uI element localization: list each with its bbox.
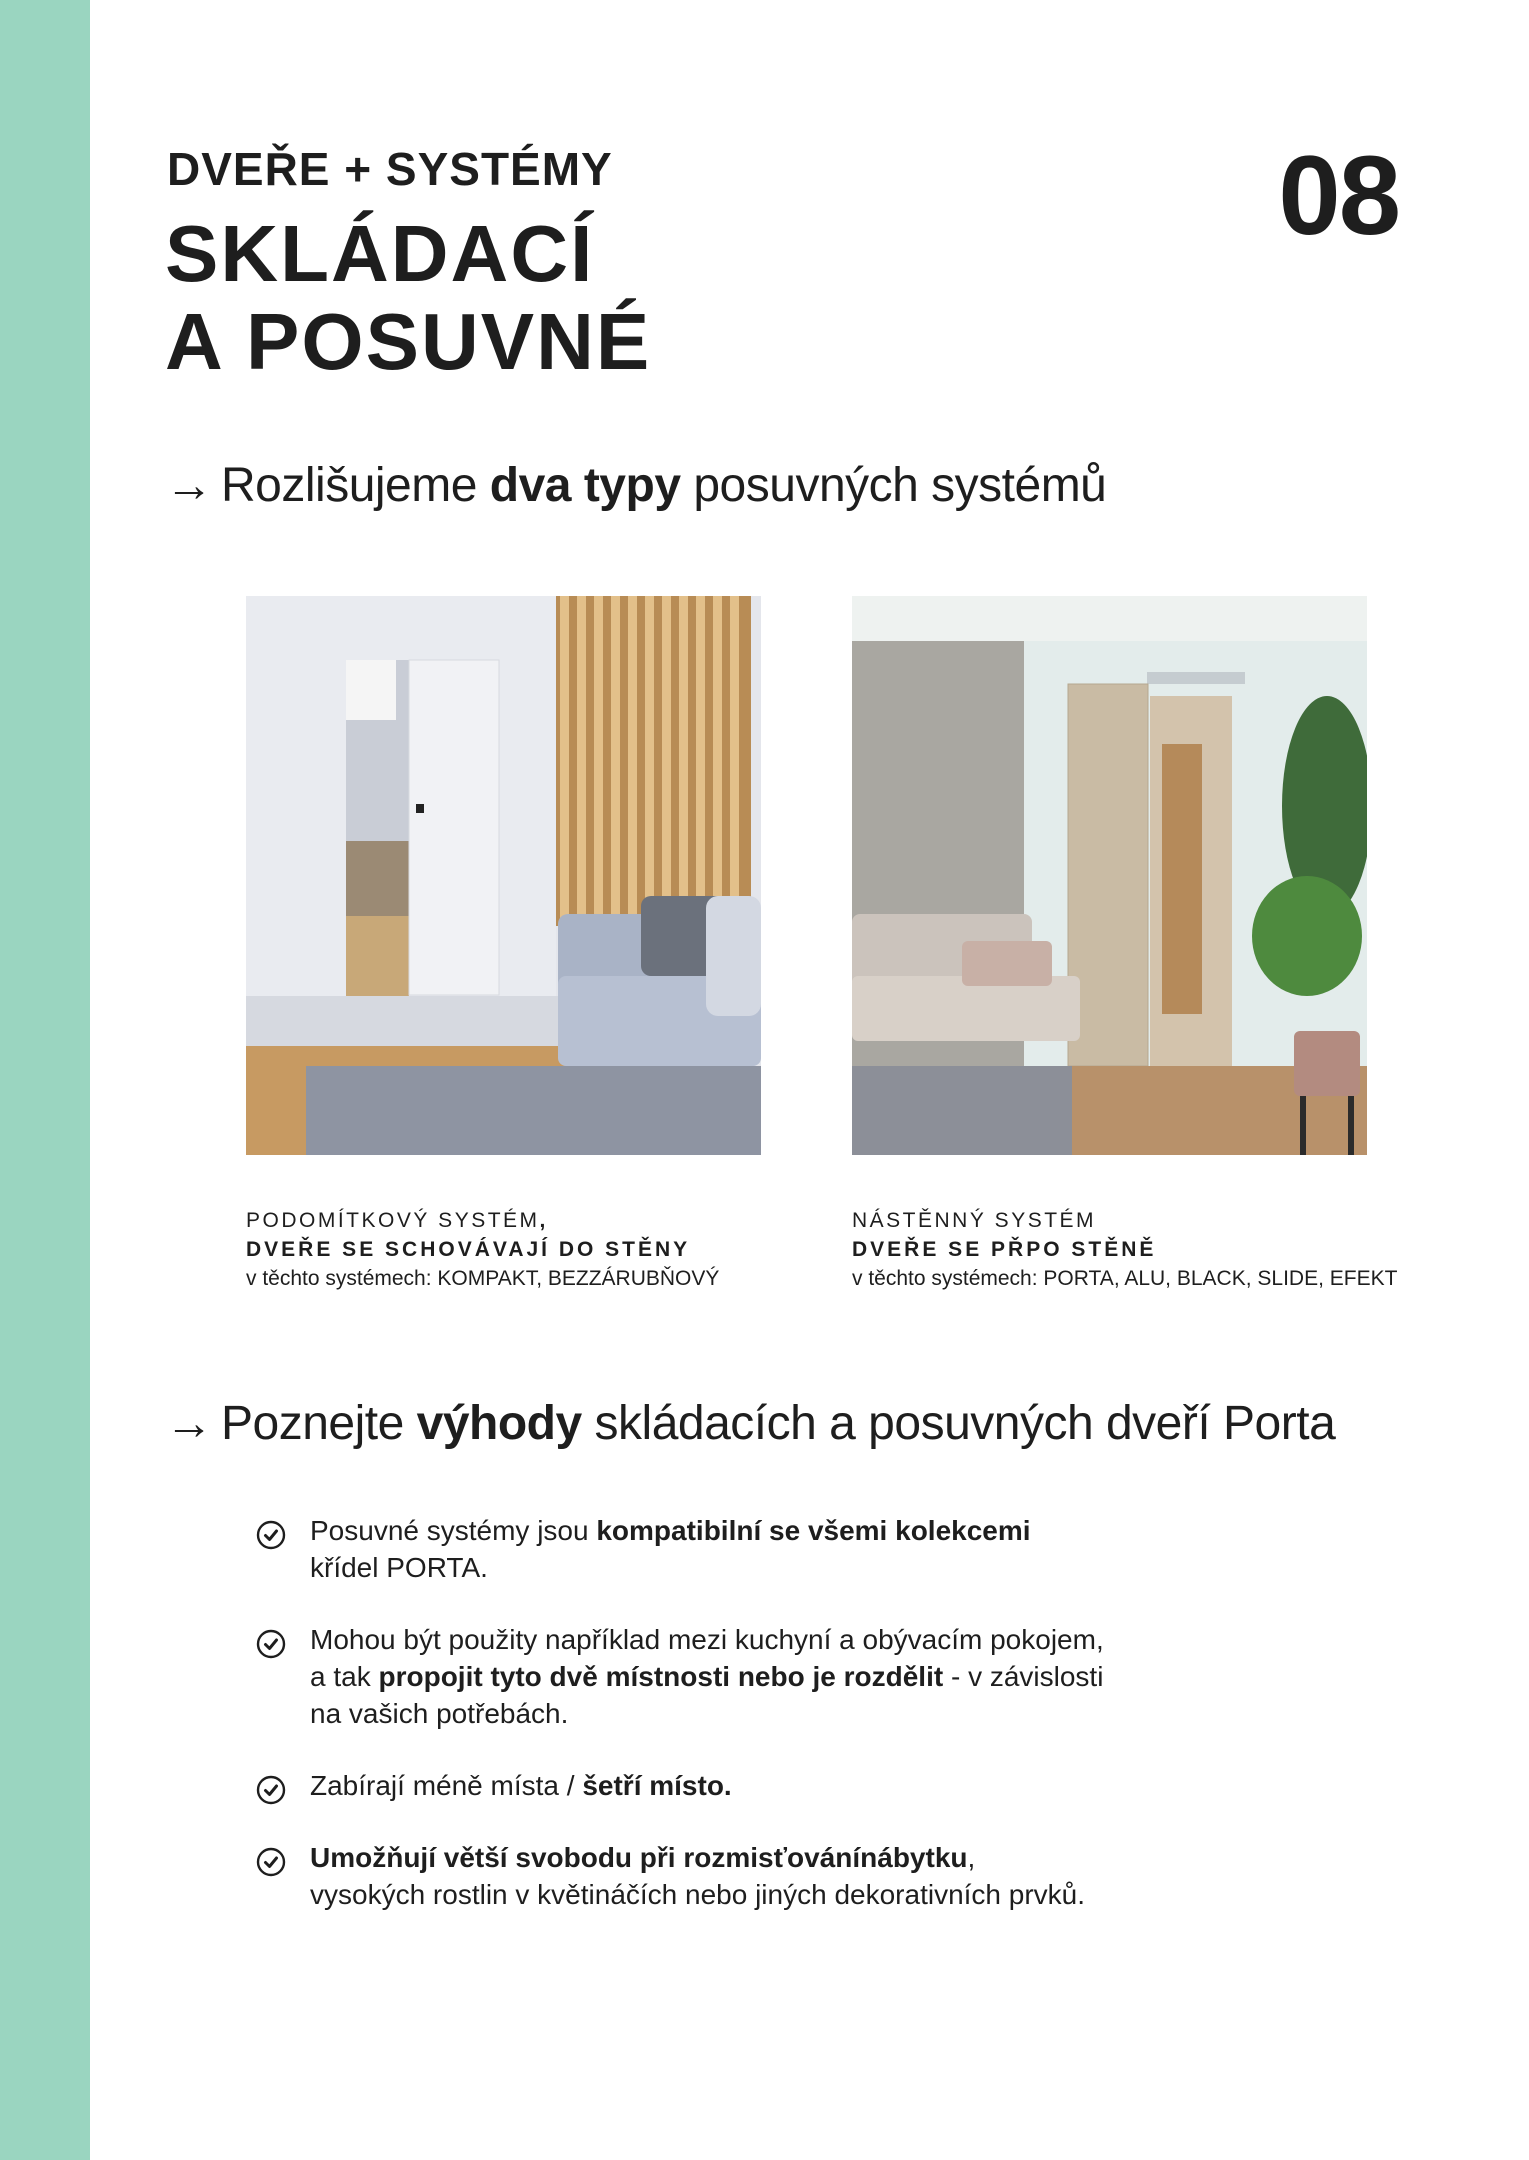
benefit-item bbox=[256, 1512, 1256, 1586]
benefit-text: na vašich potřebách. bbox=[310, 1698, 569, 1729]
system-subtitle: DVEŘE SE SCHOVÁVAJÍ DO STĚNY bbox=[246, 1238, 691, 1261]
hallway-door bbox=[1162, 744, 1202, 1014]
heading-text: posuvných systémů bbox=[680, 459, 1107, 512]
heading-bold-text: výhody bbox=[416, 1397, 582, 1450]
page-title-line-1: SKLÁDACÍ bbox=[165, 209, 595, 298]
check-circle-icon bbox=[256, 1520, 286, 1550]
benefits-list bbox=[256, 1512, 1256, 1948]
heading-text: Poznejte bbox=[221, 1397, 417, 1450]
grey-sofa bbox=[558, 896, 761, 1066]
benefit-bold-text: kompatibilní se všemi kolekcemi bbox=[596, 1515, 1031, 1546]
photo-pocket-door-system bbox=[246, 596, 761, 1155]
accent-sidebar bbox=[0, 0, 90, 2160]
category-kicker: DVEŘE + SYSTÉMY bbox=[167, 143, 613, 195]
benefit-bold-text: propojit tyto dvě místnosti nebo je rozdělit bbox=[378, 1661, 944, 1692]
check-circle-icon bbox=[256, 1847, 286, 1877]
arrow-right-icon: → bbox=[165, 459, 213, 512]
check-circle-icon bbox=[256, 1775, 286, 1805]
benefit-text: Zabírají méně místa / bbox=[310, 1770, 583, 1801]
heading-text: skládacích a posuvných dveří Porta bbox=[581, 1397, 1336, 1450]
page-title-line-2: A POSUVNÉ bbox=[165, 297, 652, 386]
pocket-door-illustration bbox=[246, 596, 761, 1155]
arrow-right-icon: → bbox=[165, 1397, 213, 1450]
system-label-suffix: , bbox=[539, 1209, 548, 1232]
sliding-rail bbox=[1147, 672, 1245, 684]
page-title bbox=[165, 210, 651, 386]
heading-text: Rozlišujeme bbox=[221, 459, 490, 512]
system-subtitle: DVEŘE SE PŘPO STĚNĚ bbox=[852, 1238, 1157, 1261]
section-heading-benefits bbox=[165, 1397, 1336, 1450]
wooden-slat-panel bbox=[556, 596, 751, 926]
system-caption-pocket bbox=[246, 1206, 719, 1293]
check-circle-icon bbox=[256, 1629, 286, 1659]
system-list: v těchto systémech: KOMPAKT, BEZZÁRUBŇOVÝ bbox=[246, 1267, 720, 1290]
photo-wall-mounted-door-system bbox=[852, 596, 1367, 1155]
benefit-text: - v závislosti bbox=[943, 1661, 1104, 1692]
system-label: PODOMÍTKOVÝ SYSTÉM bbox=[246, 1209, 540, 1232]
barn-door-illustration bbox=[852, 596, 1367, 1155]
benefit-text: křídel PORTA. bbox=[310, 1552, 488, 1583]
benefit-text: , bbox=[967, 1842, 976, 1873]
ceiling bbox=[852, 596, 1367, 641]
heading-bold-text: dva typy bbox=[489, 459, 681, 512]
sliding-door-panel bbox=[409, 660, 499, 995]
blanket bbox=[306, 1066, 761, 1155]
system-list: v těchto systémech: PORTA, ALU, BLACK, SLIDE, EFEKT bbox=[852, 1267, 1398, 1290]
benefit-bold-text: šetří místo. bbox=[582, 1770, 732, 1801]
benefit-text: Posuvné systémy jsou bbox=[310, 1515, 597, 1546]
section-heading-types bbox=[165, 459, 1107, 512]
system-caption-wall-mounted bbox=[852, 1206, 1397, 1293]
window-view bbox=[346, 660, 396, 720]
benefit-text: Mohou být použity například mezi kuchyní a obývacím pokojem, bbox=[310, 1624, 1104, 1655]
door-handle bbox=[416, 804, 424, 813]
page-number: 08 bbox=[1278, 133, 1399, 258]
floor-view bbox=[346, 916, 409, 996]
rug bbox=[852, 1066, 1072, 1155]
tile-floor bbox=[246, 996, 561, 1046]
benefit-text: a tak bbox=[310, 1661, 379, 1692]
benefit-bold-text: Umožňují větší svobodu při rozmisťovánínábytku bbox=[310, 1842, 968, 1873]
benefit-item bbox=[256, 1621, 1256, 1732]
system-label: NÁSTĚNNÝ SYSTÉM bbox=[852, 1209, 1097, 1232]
benefit-item bbox=[256, 1839, 1256, 1913]
benefit-item bbox=[256, 1767, 1256, 1804]
benefit-text: vysokých rostlin v květináčích nebo jiných dekorativních prvků. bbox=[310, 1879, 1086, 1910]
desk-view bbox=[346, 841, 409, 916]
